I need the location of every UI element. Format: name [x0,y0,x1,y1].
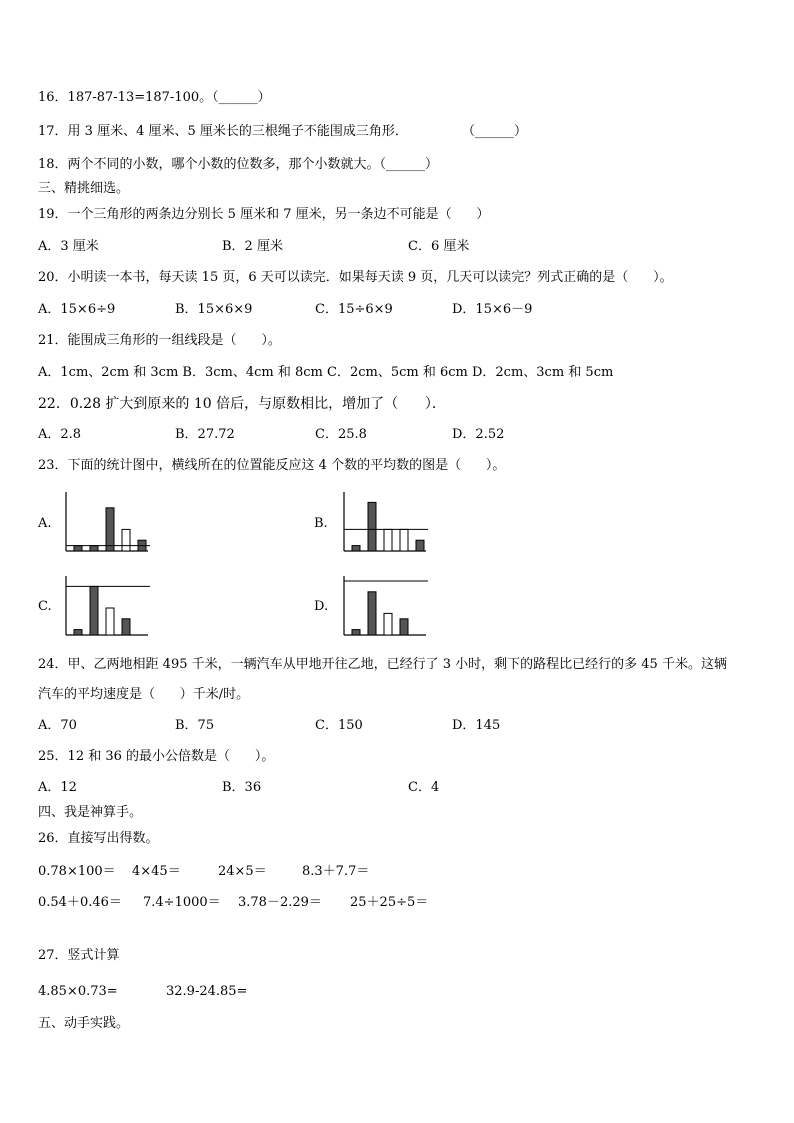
chart-c-bar-2 [90,586,98,635]
q26-r2-item-4: 25＋25÷5＝ [350,895,429,910]
chart-c-bar-4 [122,619,130,635]
chart-b-label[interactable]: B. [314,516,328,531]
question-24-line2: 汽车的平均速度是（ ）千米/时。 [38,687,250,702]
question-19: 19．一个三角形的两条边分别长 5 厘米和 7 厘米，另一条边不可能是（ ） [38,207,490,222]
chart-a-bar-2 [90,546,98,551]
q22-option-c[interactable]: C．25.8 [315,427,367,442]
chart-a-bar-4 [122,529,130,551]
question-17: 17．用 3 厘米、4 厘米、5 厘米长的三根绳子不能围成三角形． [38,124,408,139]
q27-item-1: 4.85×0.73= [38,984,118,999]
q25-option-a[interactable]: A．12 [38,780,77,795]
chart-a-bar-1 [74,546,82,551]
q22-option-a[interactable]: A．2.8 [38,427,82,442]
chart-d-bar-3 [384,613,392,635]
chart-d [342,576,432,638]
question-23: 23．下面的统计图中，横线所在的位置能反应这 4 个数的平均数的图是（ ）。 [38,458,506,473]
q19-option-c[interactable]: C．6 厘米 [408,239,470,254]
q24-option-d[interactable]: D．145 [452,718,501,733]
chart-b-bar-1 [352,546,360,551]
question-25: 25．12 和 36 的最小公倍数是（ ）。 [38,749,275,764]
section-4-heading: 四、我是神算手。 [38,805,143,820]
chart-b-bar-3 [384,529,392,551]
q24-option-c[interactable]: C．150 [315,718,363,733]
question-20: 20．小明读一本书，每天读 15 页，6 天可以读完．如果每天读 9 页，几天可以读完？列式正确的是（ ）。 [38,270,673,285]
q19-option-a[interactable]: A．3 厘米 [38,239,99,254]
chart-a [64,492,154,554]
chart-b [342,492,432,554]
chart-c-bar-1 [74,630,82,635]
q21-options[interactable]: A．1cm、2cm 和 3cm B．3cm、4cm 和 8cm C．2cm、5cm 和 6cm D．2cm、3cm 和 5cm [38,365,614,380]
question-26: 26．直接写出得数。 [38,831,159,846]
q24-option-a[interactable]: A．70 [38,718,77,733]
chart-c-label[interactable]: C. [38,599,52,614]
q20-option-b[interactable]: B．15×6×9 [175,302,253,317]
q20-option-d[interactable]: D．15×6－9 [452,302,533,317]
question-21: 21．能围成三角形的一组线段是（ ）。 [38,333,281,348]
chart-d-bar-4 [400,619,408,635]
q19-option-b[interactable]: B．2 厘米 [222,239,283,254]
chart-c-bar-3 [106,608,114,635]
chart-b-svg [342,492,432,554]
q22-option-b[interactable]: B．27.72 [175,427,235,442]
question-17-blank[interactable]: （______） [462,124,528,139]
chart-b-bar-2 [368,502,376,551]
q26-r1-item-1: 0.78×100＝ [38,864,116,879]
chart-d-bar-2 [368,592,376,635]
chart-d-bar-1 [352,630,360,635]
chart-d-svg [342,576,432,638]
chart-b-bar-5 [416,540,424,551]
q26-r1-item-2: 4×45＝ [132,864,181,879]
q24-option-b[interactable]: B．75 [175,718,215,733]
chart-b-bar-4 [400,529,408,551]
chart-a-label[interactable]: A. [38,516,52,531]
chart-c [64,576,154,638]
chart-a-bar-3 [106,508,114,551]
question-24-line1: 24．甲、乙两地相距 495 千米，一辆汽车从甲地开往乙地，已经行了 3 小时，剩下的路程比已经行的多 45 千米。这辆 [38,657,727,672]
section-5-heading: 五、动手实践。 [38,1016,130,1031]
q25-option-c[interactable]: C．4 [408,780,440,795]
q26-r1-item-4: 8.3＋7.7＝ [302,864,370,879]
q22-option-d[interactable]: D．2.52 [452,427,505,442]
q26-r1-item-3: 24×5＝ [218,864,267,879]
question-16: 16．187-87-13=187-100。（______） [38,90,271,105]
q26-r2-item-3: 3.78－2.29＝ [238,895,322,910]
chart-d-label[interactable]: D. [314,599,329,614]
q20-option-c[interactable]: C．15÷6×9 [315,302,393,317]
chart-c-svg [64,576,154,638]
question-27: 27．竖式计算 [38,948,120,963]
q26-r2-item-2: 7.4÷1000＝ [143,895,221,910]
question-18: 18．两个不同的小数，哪个小数的位数多，那个小数就大。（______） [38,157,439,172]
q25-option-b[interactable]: B．36 [222,780,262,795]
q20-option-a[interactable]: A．15×6÷9 [38,302,116,317]
q27-item-2: 32.9-24.85= [166,984,248,999]
question-22: 22．0.28 扩大到原来的 10 倍后，与原数相比，增加了（ ）． [38,396,446,412]
section-3-heading: 三、精挑细选。 [38,181,130,196]
q26-r2-item-1: 0.54＋0.46＝ [38,895,122,910]
chart-a-svg [64,492,154,554]
